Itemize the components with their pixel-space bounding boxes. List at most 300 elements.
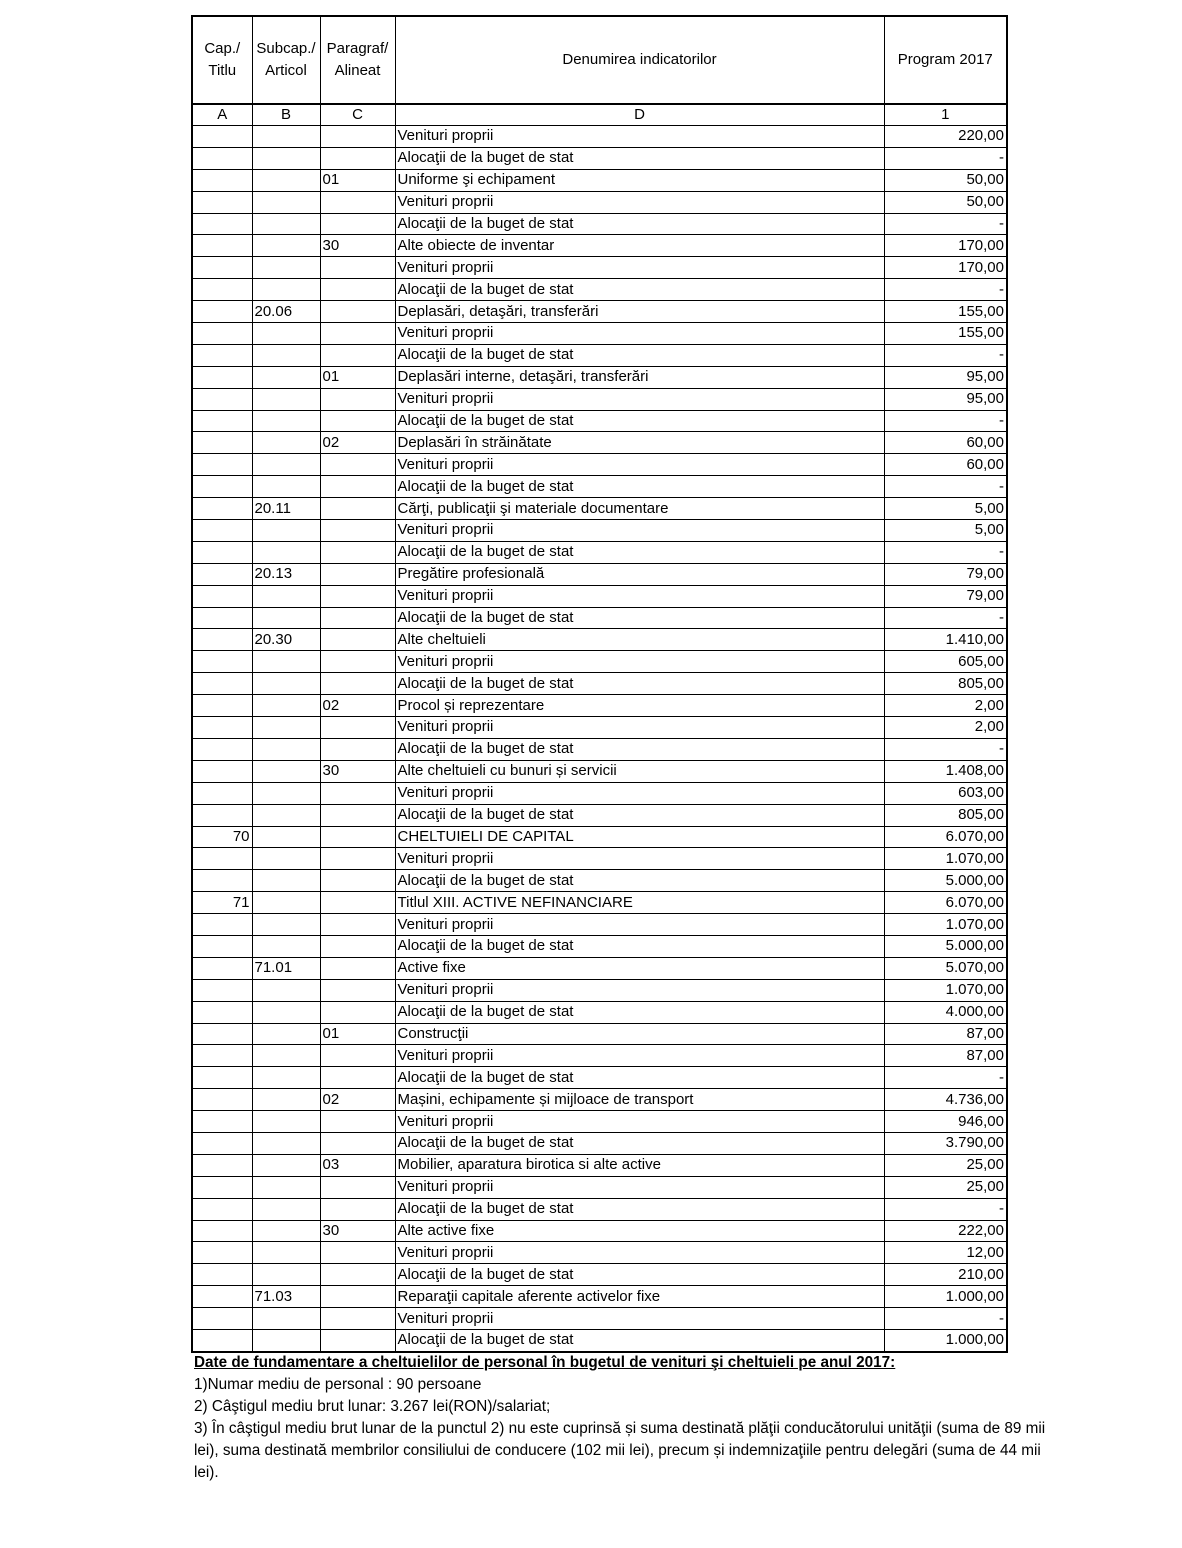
cell-denumire: Venituri proprii <box>395 717 884 739</box>
cell-value: 50,00 <box>884 169 1007 191</box>
cell-denumire: Venituri proprii <box>395 454 884 476</box>
table-row <box>192 695 1007 717</box>
cell-cap <box>192 301 252 323</box>
cell-cap <box>192 1198 252 1220</box>
cell-value: - <box>884 410 1007 432</box>
cell-paragraf <box>320 979 395 1001</box>
cell-paragraf: 30 <box>320 1220 395 1242</box>
cell-cap <box>192 520 252 542</box>
table-row <box>192 498 1007 520</box>
cell-value: 1.070,00 <box>884 914 1007 936</box>
cell-value: - <box>884 1198 1007 1220</box>
cell-subcap <box>252 344 320 366</box>
cell-denumire: Alocaţii de la buget de stat <box>395 1329 884 1351</box>
header-program-2017: Program 2017 <box>884 16 1007 104</box>
cell-cap <box>192 388 252 410</box>
cell-cap <box>192 476 252 498</box>
table-row <box>192 979 1007 1001</box>
table-row <box>192 804 1007 826</box>
cell-denumire: Pregătire profesională <box>395 563 884 585</box>
cell-value: 805,00 <box>884 804 1007 826</box>
cell-cap <box>192 804 252 826</box>
cell-subcap <box>252 1198 320 1220</box>
cell-value: 6.070,00 <box>884 892 1007 914</box>
cell-denumire: Alte active fixe <box>395 1220 884 1242</box>
notes-title: Date de fundamentare a cheltuielilor de personal în bugetul de venituri şi cheltuieli pe anul 2017: <box>194 1354 896 1371</box>
cell-subcap <box>252 279 320 301</box>
cell-cap <box>192 563 252 585</box>
table-row <box>192 257 1007 279</box>
cell-cap <box>192 169 252 191</box>
table-row <box>192 1045 1007 1067</box>
cell-subcap: 20.11 <box>252 498 320 520</box>
cell-cap <box>192 914 252 936</box>
cell-cap: 70 <box>192 826 252 848</box>
cell-paragraf <box>320 914 395 936</box>
cell-subcap <box>252 454 320 476</box>
cell-denumire: Venituri proprii <box>395 1242 884 1264</box>
cell-value: 2,00 <box>884 695 1007 717</box>
cell-subcap <box>252 126 320 148</box>
cell-denumire: Procol și reprezentare <box>395 695 884 717</box>
cell-paragraf <box>320 213 395 235</box>
table-row <box>192 1001 1007 1023</box>
cell-paragraf <box>320 410 395 432</box>
table-row <box>192 344 1007 366</box>
cell-paragraf <box>320 191 395 213</box>
letter-b: B <box>252 104 320 126</box>
cell-denumire: Venituri proprii <box>395 914 884 936</box>
cell-paragraf <box>320 935 395 957</box>
cell-subcap <box>252 585 320 607</box>
cell-value: 60,00 <box>884 432 1007 454</box>
table-row <box>192 410 1007 432</box>
cell-denumire: Venituri proprii <box>395 1045 884 1067</box>
cell-value: - <box>884 541 1007 563</box>
notes-section <box>194 1352 1054 1484</box>
cell-cap <box>192 1264 252 1286</box>
cell-denumire: Deplasări interne, detaşări, transferări <box>395 366 884 388</box>
table-row <box>192 476 1007 498</box>
cell-denumire: Active fixe <box>395 957 884 979</box>
cell-denumire: Alocaţii de la buget de stat <box>395 344 884 366</box>
cell-subcap <box>252 1089 320 1111</box>
cell-value: 5.000,00 <box>884 935 1007 957</box>
cell-value: 805,00 <box>884 673 1007 695</box>
cell-denumire: Uniforme şi echipament <box>395 169 884 191</box>
cell-value: - <box>884 1067 1007 1089</box>
table-row <box>192 1329 1007 1351</box>
cell-cap <box>192 1176 252 1198</box>
table-row <box>192 738 1007 760</box>
cell-cap <box>192 454 252 476</box>
cell-cap <box>192 651 252 673</box>
cell-cap <box>192 695 252 717</box>
cell-subcap <box>252 213 320 235</box>
cell-paragraf <box>320 673 395 695</box>
letter-d: D <box>395 104 884 126</box>
cell-paragraf <box>320 957 395 979</box>
cell-cap <box>192 1329 252 1351</box>
cell-value: - <box>884 344 1007 366</box>
cell-subcap: 20.06 <box>252 301 320 323</box>
cell-paragraf <box>320 323 395 345</box>
cell-cap <box>192 870 252 892</box>
cell-subcap <box>252 520 320 542</box>
cell-value: 87,00 <box>884 1023 1007 1045</box>
cell-cap <box>192 979 252 1001</box>
cell-denumire: Alocaţii de la buget de stat <box>395 804 884 826</box>
cell-paragraf: 01 <box>320 366 395 388</box>
cell-denumire: Venituri proprii <box>395 651 884 673</box>
cell-value: 210,00 <box>884 1264 1007 1286</box>
cell-value: 1.070,00 <box>884 848 1007 870</box>
cell-value: 25,00 <box>884 1176 1007 1198</box>
cell-subcap <box>252 935 320 957</box>
cell-paragraf <box>320 1045 395 1067</box>
cell-denumire: Alocaţii de la buget de stat <box>395 673 884 695</box>
cell-paragraf <box>320 870 395 892</box>
cell-denumire: Alocaţii de la buget de stat <box>395 607 884 629</box>
cell-value: - <box>884 213 1007 235</box>
table-row <box>192 1023 1007 1045</box>
cell-cap <box>192 1067 252 1089</box>
cell-value: 95,00 <box>884 388 1007 410</box>
cell-cap <box>192 760 252 782</box>
cell-denumire: Cărţi, publicaţii şi materiale documentare <box>395 498 884 520</box>
cell-value: 170,00 <box>884 257 1007 279</box>
table-row <box>192 454 1007 476</box>
cell-value: 220,00 <box>884 126 1007 148</box>
cell-subcap <box>252 323 320 345</box>
cell-subcap <box>252 870 320 892</box>
cell-subcap <box>252 432 320 454</box>
table-row <box>192 169 1007 191</box>
cell-denumire: Alocaţii de la buget de stat <box>395 410 884 432</box>
cell-paragraf <box>320 585 395 607</box>
cell-value: 155,00 <box>884 323 1007 345</box>
cell-paragraf <box>320 520 395 542</box>
cell-value: 95,00 <box>884 366 1007 388</box>
cell-value: 50,00 <box>884 191 1007 213</box>
cell-value: 1.000,00 <box>884 1286 1007 1308</box>
cell-cap <box>192 126 252 148</box>
cell-value: 5.070,00 <box>884 957 1007 979</box>
cell-denumire: Alocaţii de la buget de stat <box>395 870 884 892</box>
cell-subcap <box>252 673 320 695</box>
table-row <box>192 1089 1007 1111</box>
cell-value: - <box>884 279 1007 301</box>
cell-cap <box>192 1220 252 1242</box>
cell-subcap <box>252 541 320 563</box>
table-row <box>192 1067 1007 1089</box>
note-line-1: 1)Numar mediu de personal : 90 persoane <box>194 1376 482 1393</box>
cell-subcap <box>252 695 320 717</box>
cell-value: 1.408,00 <box>884 760 1007 782</box>
cell-value: 1.000,00 <box>884 1329 1007 1351</box>
cell-denumire: Venituri proprii <box>395 323 884 345</box>
table-row <box>192 760 1007 782</box>
cell-paragraf: 02 <box>320 1089 395 1111</box>
cell-denumire: Construcţii <box>395 1023 884 1045</box>
table-row <box>192 366 1007 388</box>
cell-denumire: Alocaţii de la buget de stat <box>395 213 884 235</box>
cell-subcap <box>252 1154 320 1176</box>
cell-value: 605,00 <box>884 651 1007 673</box>
cell-value: 170,00 <box>884 235 1007 257</box>
cell-denumire: Venituri proprii <box>395 388 884 410</box>
cell-cap <box>192 1045 252 1067</box>
cell-denumire: Venituri proprii <box>395 257 884 279</box>
cell-value: 603,00 <box>884 782 1007 804</box>
cell-paragraf <box>320 147 395 169</box>
cell-cap <box>192 935 252 957</box>
table-row <box>192 1176 1007 1198</box>
cell-denumire: Reparaţii capitale aferente activelor fixe <box>395 1286 884 1308</box>
cell-cap <box>192 782 252 804</box>
table-row <box>192 388 1007 410</box>
header-cap-titlu: Cap./ Titlu <box>192 16 252 104</box>
cell-paragraf <box>320 651 395 673</box>
cell-denumire: Alocaţii de la buget de stat <box>395 1067 884 1089</box>
cell-cap <box>192 957 252 979</box>
cell-cap <box>192 585 252 607</box>
cell-paragraf: 01 <box>320 1023 395 1045</box>
cell-denumire: Mașini, echipamente și mijloace de transport <box>395 1089 884 1111</box>
cell-value: 25,00 <box>884 1154 1007 1176</box>
cell-denumire: Alocaţii de la buget de stat <box>395 1264 884 1286</box>
table-row <box>192 1154 1007 1176</box>
table-row <box>192 892 1007 914</box>
cell-subcap: 20.13 <box>252 563 320 585</box>
cell-paragraf <box>320 738 395 760</box>
header-subcap-articol: Subcap./ Articol <box>252 16 320 104</box>
cell-value: 12,00 <box>884 1242 1007 1264</box>
cell-denumire: Alocaţii de la buget de stat <box>395 1132 884 1154</box>
cell-subcap <box>252 892 320 914</box>
cell-subcap <box>252 914 320 936</box>
cell-denumire: Deplasări, detaşări, transferări <box>395 301 884 323</box>
cell-value: 4.000,00 <box>884 1001 1007 1023</box>
cell-subcap <box>252 1176 320 1198</box>
table-row <box>192 914 1007 936</box>
cell-value: 79,00 <box>884 563 1007 585</box>
cell-denumire: Venituri proprii <box>395 520 884 542</box>
cell-subcap <box>252 1308 320 1330</box>
table-row <box>192 235 1007 257</box>
cell-cap <box>192 1089 252 1111</box>
cell-paragraf <box>320 563 395 585</box>
cell-denumire: Alocaţii de la buget de stat <box>395 476 884 498</box>
cell-denumire: Venituri proprii <box>395 1111 884 1133</box>
table-row <box>192 673 1007 695</box>
cell-paragraf <box>320 126 395 148</box>
table-row <box>192 1264 1007 1286</box>
cell-denumire: Venituri proprii <box>395 1308 884 1330</box>
cell-denumire: Alocaţii de la buget de stat <box>395 147 884 169</box>
cell-paragraf: 02 <box>320 432 395 454</box>
cell-value: 6.070,00 <box>884 826 1007 848</box>
table-row <box>192 1111 1007 1133</box>
cell-subcap <box>252 1220 320 1242</box>
cell-cap <box>192 498 252 520</box>
cell-paragraf <box>320 607 395 629</box>
cell-value: 5,00 <box>884 498 1007 520</box>
table-row <box>192 629 1007 651</box>
cell-cap: 71 <box>192 892 252 914</box>
cell-subcap <box>252 1001 320 1023</box>
cell-paragraf <box>320 782 395 804</box>
cell-cap <box>192 235 252 257</box>
cell-denumire: Alte cheltuieli <box>395 629 884 651</box>
cell-denumire: Alte cheltuieli cu bunuri și servicii <box>395 760 884 782</box>
cell-denumire: Venituri proprii <box>395 979 884 1001</box>
cell-subcap <box>252 738 320 760</box>
cell-cap <box>192 1286 252 1308</box>
cell-paragraf <box>320 826 395 848</box>
cell-paragraf <box>320 1308 395 1330</box>
cell-value: 5.000,00 <box>884 870 1007 892</box>
table-row <box>192 935 1007 957</box>
table-row <box>192 520 1007 542</box>
cell-paragraf <box>320 257 395 279</box>
table-row <box>192 826 1007 848</box>
cell-paragraf <box>320 1286 395 1308</box>
cell-subcap <box>252 1111 320 1133</box>
table-row <box>192 1132 1007 1154</box>
cell-subcap <box>252 476 320 498</box>
cell-denumire: Venituri proprii <box>395 126 884 148</box>
cell-subcap <box>252 169 320 191</box>
cell-cap <box>192 213 252 235</box>
cell-cap <box>192 432 252 454</box>
cell-value: 946,00 <box>884 1111 1007 1133</box>
cell-value: 3.790,00 <box>884 1132 1007 1154</box>
cell-cap <box>192 1132 252 1154</box>
cell-cap <box>192 1023 252 1045</box>
table-row <box>192 585 1007 607</box>
letter-a: A <box>192 104 252 126</box>
cell-subcap <box>252 826 320 848</box>
table-row <box>192 1308 1007 1330</box>
note-line-3: 3) În câştigul mediu brut lunar de la punctul 2) nu este cuprinsă și suma destinată plăţii conducătorului unităţii (suma de 89 mii lei), suma destinată membrilor consiliului de conducere (102 mii lei), precum și indemnizaţiile pentru delegări (suma de 44 mii lei). <box>194 1420 1046 1481</box>
cell-value: 2,00 <box>884 717 1007 739</box>
header-paragraf-alineat: Paragraf/ Alineat <box>320 16 395 104</box>
header-row <box>192 16 1007 104</box>
cell-value: 1.070,00 <box>884 979 1007 1001</box>
cell-value: - <box>884 1308 1007 1330</box>
cell-subcap <box>252 1132 320 1154</box>
cell-paragraf <box>320 1264 395 1286</box>
cell-denumire: Alocaţii de la buget de stat <box>395 541 884 563</box>
letter-c: C <box>320 104 395 126</box>
cell-subcap <box>252 1329 320 1351</box>
cell-paragraf <box>320 498 395 520</box>
cell-cap <box>192 257 252 279</box>
cell-paragraf <box>320 1198 395 1220</box>
cell-paragraf <box>320 279 395 301</box>
note-line-2: 2) Câştigul mediu brut lunar: 3.267 lei(RON)/salariat; <box>194 1398 551 1415</box>
cell-cap <box>192 629 252 651</box>
cell-subcap <box>252 804 320 826</box>
cell-denumire: Alocaţii de la buget de stat <box>395 935 884 957</box>
cell-value: - <box>884 147 1007 169</box>
table-row <box>192 1220 1007 1242</box>
cell-paragraf <box>320 301 395 323</box>
cell-denumire: Venituri proprii <box>395 191 884 213</box>
cell-value: 155,00 <box>884 301 1007 323</box>
table-row <box>192 848 1007 870</box>
letter-1: 1 <box>884 104 1007 126</box>
cell-subcap <box>252 235 320 257</box>
table-row <box>192 279 1007 301</box>
table-row <box>192 301 1007 323</box>
cell-subcap <box>252 366 320 388</box>
cell-cap <box>192 1242 252 1264</box>
cell-cap <box>192 1001 252 1023</box>
cell-paragraf <box>320 1111 395 1133</box>
cell-subcap <box>252 191 320 213</box>
cell-denumire: Mobilier, aparatura birotica si alte active <box>395 1154 884 1176</box>
cell-subcap <box>252 147 320 169</box>
cell-subcap <box>252 1023 320 1045</box>
cell-paragraf: 01 <box>320 169 395 191</box>
cell-subcap <box>252 760 320 782</box>
cell-cap <box>192 541 252 563</box>
cell-value: 87,00 <box>884 1045 1007 1067</box>
cell-denumire: CHELTUIELI DE CAPITAL <box>395 826 884 848</box>
cell-cap <box>192 279 252 301</box>
cell-paragraf <box>320 1242 395 1264</box>
cell-value: - <box>884 476 1007 498</box>
table-row <box>192 717 1007 739</box>
cell-denumire: Alocaţii de la buget de stat <box>395 1001 884 1023</box>
cell-subcap: 71.01 <box>252 957 320 979</box>
cell-cap <box>192 1154 252 1176</box>
cell-denumire: Alocaţii de la buget de stat <box>395 1198 884 1220</box>
cell-cap <box>192 410 252 432</box>
cell-value: - <box>884 738 1007 760</box>
column-letter-row <box>192 104 1007 126</box>
cell-paragraf: 02 <box>320 695 395 717</box>
cell-paragraf <box>320 629 395 651</box>
cell-paragraf <box>320 344 395 366</box>
cell-denumire: Alocaţii de la buget de stat <box>395 738 884 760</box>
table-row <box>192 147 1007 169</box>
cell-subcap <box>252 257 320 279</box>
cell-subcap <box>252 1242 320 1264</box>
cell-denumire: Alocaţii de la buget de stat <box>395 279 884 301</box>
cell-paragraf <box>320 476 395 498</box>
cell-subcap <box>252 607 320 629</box>
cell-paragraf <box>320 892 395 914</box>
cell-subcap <box>252 410 320 432</box>
table-row <box>192 563 1007 585</box>
cell-cap <box>192 1111 252 1133</box>
cell-cap <box>192 717 252 739</box>
cell-subcap <box>252 979 320 1001</box>
cell-cap <box>192 848 252 870</box>
cell-denumire: Deplasări în străinătate <box>395 432 884 454</box>
cell-paragraf <box>320 1329 395 1351</box>
cell-value: - <box>884 607 1007 629</box>
cell-value: 222,00 <box>884 1220 1007 1242</box>
cell-subcap: 20.30 <box>252 629 320 651</box>
cell-paragraf <box>320 1067 395 1089</box>
cell-paragraf: 30 <box>320 760 395 782</box>
cell-paragraf: 03 <box>320 1154 395 1176</box>
cell-cap <box>192 323 252 345</box>
